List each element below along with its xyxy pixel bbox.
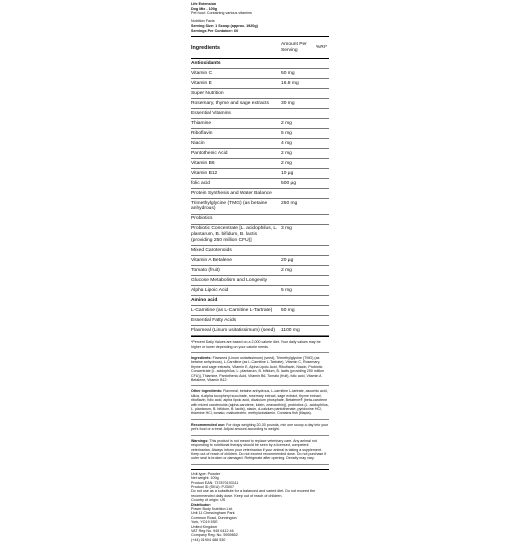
table-row [191,149,329,159]
serving-size: Serving Size: 1 Scoop (approx. 1920g) [191,23,258,28]
label-header [191,2,329,33]
row-ingredient: Amino acid [191,297,218,303]
product-name: Dog Mix - 100g [191,6,218,11]
row-ingredient: Tomato (fruit) [191,267,220,273]
row-ingredient: Vitamin C [191,70,213,76]
row-ingredient: Thiamine [191,120,212,126]
table-row [191,246,329,256]
row-ingredient: Pantothenic Acid [191,150,228,156]
row-amount: 20 µg [281,257,294,263]
row-amount: 10 µg [281,170,294,176]
row-ingredient: Probiotics [191,216,213,222]
row-ingredient: Probiotic Concentrate [L. acidophilus, L. plantarum, B. bifidum, B. lactis (providing 250 million CFU)] [191,226,278,243]
row-ingredient: Niacin [191,140,205,146]
row-ingredient: Flaxmeal (Linum usitatissimum) (seed) [191,327,275,333]
table-row [191,159,329,169]
table-row [191,306,329,316]
column-amount: Amount Per Serving [281,41,307,53]
warnings-section: Warnings: This product is not meant to replace veterinary care. Any animal not responding to nutritional therapy should be seen by a licensed, competent veterinarian. Always inform your veterinarian if your animal is taking a supplement. Keep out of reach of children. Do not exceed recommended dose. Do not purchase if outer seal is broken or damaged. Refrigerate after opening. Density may vary. [191,436,329,465]
row-amount: 2 mg [281,267,292,273]
row-ingredient: Vitamin B12 [191,170,218,176]
row-ingredient: Vitamin A Betalene [191,257,232,263]
table-row [191,286,329,296]
distributor-line: York, YO19 5SE [191,520,218,525]
net-weight: Net weight: 100g [191,476,219,481]
row-ingredient: Protein Synthesis and Water Balance [191,190,272,196]
distributor-line: Company Reg. No. 5959852 [191,533,238,538]
table-row [191,199,329,215]
table-row [191,215,329,225]
row-ingredient: Super Nutrition [191,90,224,96]
distributor-line: Common Road, Dunnington [191,515,237,520]
table-row [191,326,329,336]
distributor-line: United Kingdom [191,524,218,529]
row-ingredient: Riboflavin [191,130,213,136]
table-row [191,276,329,286]
table-row [191,59,329,69]
table-row [191,256,329,266]
brand-name: Life Extension [191,2,217,6]
column-ingredients: Ingredients [191,44,221,51]
table-header [191,37,329,59]
table-row [191,189,329,199]
distributor-label: Distributor: [191,502,212,507]
row-amount: 4 mg [281,140,292,146]
row-ingredient: Glucose Metabolism and Longevity [191,277,268,283]
row-ingredient: Antioxidants [191,60,221,66]
table-row [191,266,329,276]
country-of-origin: Country of origin: US [191,498,226,503]
row-ingredient: Rosemary, thyme and sage extracts [191,100,269,106]
table-row [191,225,329,247]
table-row [191,99,329,109]
table-row [191,169,329,179]
row-amount: 2 mg [281,160,292,166]
row-ingredient: Trimethylglycine (TMG) (as betaine anhydrous) [191,200,268,212]
row-ingredient: Mixed Carotenoids [191,247,232,253]
row-ingredient: Essential Vitamins [191,110,231,116]
distributor-address [191,507,329,542]
product-id: Product ID (SKU): PJ3007 [191,484,235,489]
row-amount: 500 µg [281,180,297,186]
table-row [191,296,329,306]
table-rows [191,59,329,336]
table-row [191,119,329,129]
other-ingredients-section: Other ingredients: Flaxmeal, betaine anhydrous, L-carnitine L-tartrate, ascorbic acid, silica, d-alpha tocopheryl succinate, rosemary extract, sage extract, thyme extract, riboflavin, folic acid, alpha lipoic acid, dicalcium phosphate, Betatene® (beta-carotene with mixed carotenoids (alpha-carotene, lutein, zeaxanthin)), probiotics (L. acidophilus, L. plantarum, B. bifidum, B. lactis), niacin, d-calcium pantothenate, pyridoxine HCl, thiamine HCl, tomato, maltodextrin, methylcobalamin. Contains fish (tilapia). [191,386,329,419]
distributor-line: Power Body Nutrition Ltd. [191,506,233,511]
distributor-line: VAT Reg No. 945 0412 46 [191,529,234,534]
ingredients-section: Ingredients: Flaxseed (Linum usitatissimum) (seed), Trimethylglycine (TMG) (as betaine anhydrous), L-Carnitine (as L-Carnitine L-Tartrate), Vitamin C, Rosemary, thyme and sage extracts, Vitamin E, Alpha Lipoic Acid, Riboflavin, Niacin, Probiotic Concentrate [L. acidophilus, L. plantarum, B. bifidum, B. lactis (providing 250 million CFU)], Thiamine, Pantothenic Acid, Vitamin B6, Tomato (fruit), folic acid, Vitamin A Betalene, Vitamin B12. [191,353,329,386]
footnote: *Percent Daily Values are based on a 2,000 calorie diet. Your daily values may be higher or lower depending on your calorie needs. [191,337,329,353]
table-row [191,69,329,79]
row-amount: 16.8 mg [281,80,299,86]
row-amount: 3 mg [281,226,292,232]
row-amount: 50 mg [281,70,295,76]
recommended-use-section: Recommended use: For dogs weighing 20-30 pounds, mix one scoop a day into your pet's food or a treat. Adjust amount according to weight. [191,420,329,436]
table-row [191,129,329,139]
nutrition-label [191,2,329,542]
pet-food-line: Pet food: Containing various vitamins [191,11,252,16]
row-ingredient: Alpha Lipoic Acid [191,287,229,293]
row-ingredient: Vitamin B6 [191,160,215,166]
row-ingredient: Vitamin E [191,80,212,86]
table-row [191,139,329,149]
table-row [191,316,329,326]
servings-per-container: Servings Per Container: 60 [191,28,239,33]
row-amount: 50 mg [281,307,295,313]
product-ean: Product EAN: 737870193111 [191,480,239,485]
table-row [191,79,329,89]
row-ingredient: folic acid [191,180,211,186]
table-row [191,89,329,99]
row-ingredient: Essential Fatty Acids [191,317,237,323]
facts-title: Nutrition Facts [191,19,215,24]
row-amount: 2 mg [281,150,292,156]
usage-advice: Do not use as a substitute for a balanced and varied diet. Do not exceed the recommended daily dose. Keep out of reach of children. [191,489,316,498]
row-amount: 2 mg [281,120,292,126]
column-ri: %RI* [315,44,327,50]
distributor-line: (+44) 01904 486 530 [191,537,226,542]
nutrition-table [191,36,329,337]
table-row [191,109,329,119]
table-row [191,179,329,189]
row-amount: 5 mg [281,130,292,136]
row-amount: 30 mg [281,100,295,106]
label-notes [191,337,329,465]
unit-type: Unit type: Powder [191,471,221,476]
row-ingredient: L-Carnitine (as L-Carnitine L-Tartrate) [191,307,273,313]
product-details [191,469,329,542]
row-amount: 5 mg [281,287,292,293]
row-amount: 1100 mg [281,327,300,333]
distributor-line: Unit 11 Chessingham Park [191,511,235,516]
row-amount: 250 mg [281,200,298,206]
